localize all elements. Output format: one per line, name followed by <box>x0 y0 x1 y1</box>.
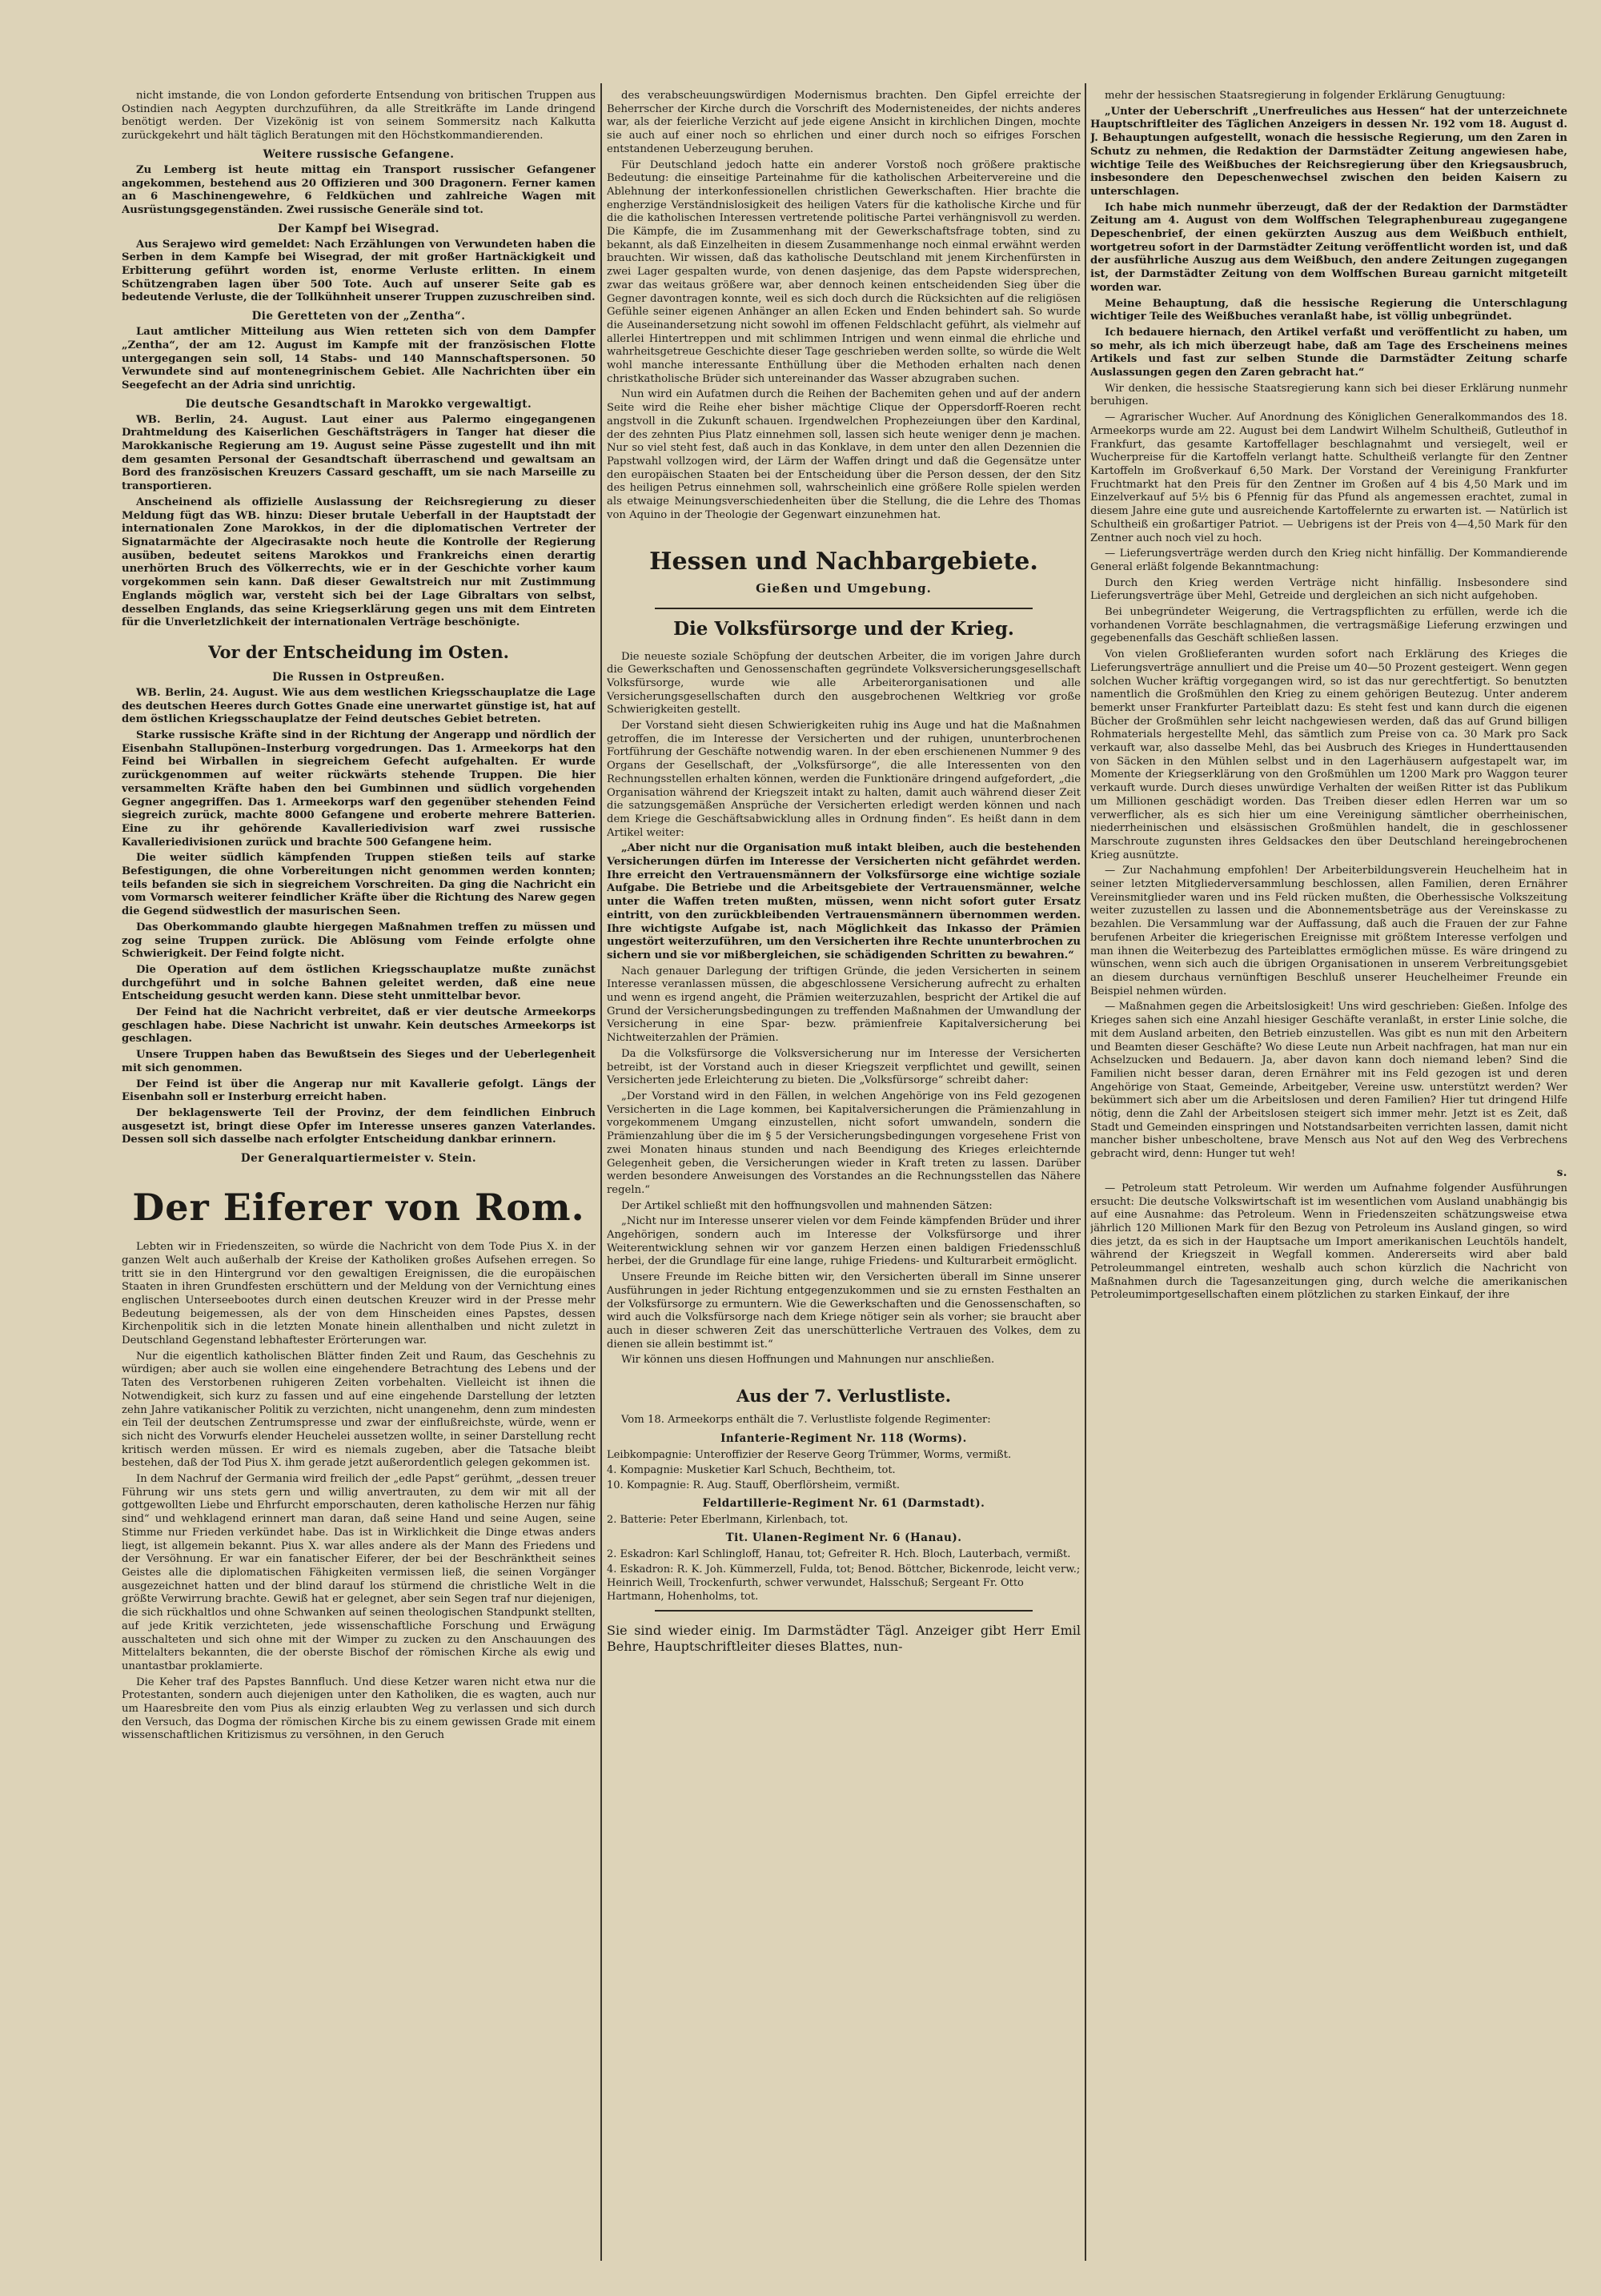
subheading: Infanterie-Regiment Nr. 118 (Worms). <box>720 1431 967 1445</box>
article-headline: Die Volksfürsorge und der Krieg. <box>673 617 1014 640</box>
paragraph: Aus Serajewo wird gemeldet: Nach Erzählungen von Verwundeten haben die Serben in dem Kampfe bei Wisegrad, der mit großer Hartnäckigkeit und Erbitterung geführt worden ist, enorme Verluste erlitten. In einem Schützengraben lagen über 500 Tote. Auch auf unserer Seite gab es bedeutende Verluste, die der Tollkühnheit unserer Truppen zuzuschreiben sind. <box>122 238 596 304</box>
paragraph: Starke russische Kräfte sind in der Richtung der Angerapp und nördlich der Eisenbahn Stallupönen–Insterburg vorgedrungen. Das 1. Armeekorps hat den Feind bei Wirballen in siegreichem Gefecht aufgehalten. Er wurde zurückgenommen auf weiter rückwärts stehende Truppen. Die hier versammelten Kräfte haben den bei Gumbinnen und südlich vorgehenden Gegner angegriffen. Das 1. Armeekorps warf den gegenüber stehenden Feind siegreich zurück, machte 8000 Gefangene und eroberte mehrere Batterien. Eine zu ihr gehörende Kavalleriedivision warf zwei russische Kavalleriedivisionen zurück und brachte 500 Gefangene heim. <box>122 729 596 849</box>
casualty-list <box>607 1547 1081 1604</box>
paragraph: Die neueste soziale Schöpfung der deutschen Arbeiter, die im vorigen Jahre durch die Gewerkschaften und Genossenschaften gegründete Volksversicherungsgesellschaft Volksfürsorge, wurde wie alle Arbeiterorganisationen und alle Versicherungsgesellschaften durch den ausgebrochenen Weltkrieg vor große Schwierigkeiten gestellt. <box>607 650 1081 716</box>
paragraph: „Der Vorstand wird in den Fällen, in welchen Angehörige von ins Feld gezogenen Versicherten in die Lage kommen, bei Kapitalversicherungen die Prämienzahlung in vorgekommenem Umgang einzustellen, nicht sofort umwandeln, sondern die Prämienzahlung über die im § 5 der Versicherungsbedingungen vorgesehene Frist von zwei Monaten hinaus stunden und nach Beendigung des Krieges erleichternde Gelegenheit geben, die Versicherungen wieder in Kraft treten zu lassen. Darüber werden besondere Anweisungen des Vorstandes an die Rechnungsstellen das Nähere regeln.“ <box>607 1090 1081 1196</box>
paragraph: Laut amtlicher Mitteilung aus Wien retteten sich von dem Dampfer „Zentha“, der am 12. August im Kampfe mit der französischen Flotte untergegangen sein soll, 14 Stabs- und 140 Mannschaftspersonen. 50 Verwundete sind auf montenegrinischem Gebiet. Alle Nachrichten über ein Seegefecht an der Adria sind unrichtig. <box>122 326 596 391</box>
paragraph: Unsere Freunde im Reiche bitten wir, den Versicherten überall im Sinne unserer Ausführungen in jeder Richtung entgegenzukommen und sie zu ernsten Festhalten an der Volksfürsorge zu ermuntern. Wie die Gewerkschaften und die Genossenschaften, so wird auch die Volksfürsorge nach dem Kriege nötiger sein als vorher; sie braucht aber auch in dieser schweren Zeit das unerschütterliche Vertrauen des Volkes, dem zu dienen sie allein bestimmt ist.“ <box>607 1271 1081 1351</box>
divider <box>655 608 1033 609</box>
paragraph: „Unter der Ueberschrift „Unerfreuliches aus Hessen“ hat der unterzeichnete Hauptschriftleiter des Täglichen Anzeigers in dessen Nr. 192 vom 18. August d. J. Behauptungen aufgestellt, wonach die hessische Regierung, um den Zaren in Schutz zu nehmen, die Redaktion der Darmstädter Zeitung angewiesen habe, wichtige Teile des Weißbuches der Reichsregierung über den Kriegsausbruch, insbesondere den Depeschenwechsel zwischen den beiden Kaisern zu unterschlagen. <box>1090 105 1567 198</box>
column-left <box>122 90 596 2261</box>
paragraph: — Petroleum statt Petroleum. Wir werden um Aufnahme folgender Ausführungen ersucht: Die deutsche Volkswirtschaft ist im wesentlichen vom Ausland unabhängig bis auf eine Ausnahme: das Petroleum. Wenn in Friedenszeiten schätzungsweise etwa jährlich 120 Millionen Mark für den Bezug von Petroleum ins Ausland gingen, so wird dies jetzt, da es sich in der Hauptsache um Import amerikanischen Leuchtöls handelt, während der Kriegszeit in Wegfall kommen. Andererseits wird aber bald Petroleummangel eintreten, weshalb auch schon kürzlich die Nachricht von Maßnahmen durch die Tagesanzeitungen ging, durch welche die amerikanischen Petroleumimportgesellschaften einem plötzlichen zu starken Einkauf, der ihre <box>1090 1182 1567 1302</box>
paragraph: Zu Lemberg ist heute mittag ein Transport russischer Gefangener angekommen, bestehend aus 20 Offizieren und 300 Dragonern. Ferner kamen an 6 Maschinengewehre, 6 Feldküchen und zahlreiche Wagen mit Ausrüstungsgegenständen. Zwei russische Generäle sind tot. <box>122 163 596 216</box>
casualty-list <box>607 1513 1081 1527</box>
paragraph: Sie sind wieder einig. Im Darmstädter Tägl. Anzeiger gibt Herr Emil Behre, Hauptschriftleiter dieses Blattes, nun- <box>607 1622 1081 1654</box>
paragraph: Die weiter südlich kämpfenden Truppen stießen teils auf starke Befestigungen, die ohne Vorbereitungen nicht genommen werden konnten; teils befanden sie sich in siegreichem Vorschreiten. Da ging die Nachricht ein vom Vormarsch weiterer feindlicher Kräfte über die Richtung des Narew gegen die Gegend südwestlich der masurischen Seen. <box>122 852 596 918</box>
paragraph: Wir können uns diesen Hoffnungen und Mahnungen nur anschließen. <box>621 1354 995 1367</box>
paragraph: „Nicht nur im Interesse unserer vielen vor dem Feinde kämpfenden Brüder und ihrer Angehörigen, sondern auch im Interesse der Volksfürsorge und ihrer Weiterentwicklung sehnen wir vor ganzem Herzen einen baldigen Friedensschluß herbei, der die Grundlage für eine lange, ruhige Friedens- und Kulturarbeit ermöglicht. <box>607 1215 1081 1268</box>
paragraph: nicht imstande, die von London geforderte Entsendung von britischen Truppen aus Ostindien nach Aegypten durchzuführen, da alle Streitkräfte im Lande dringend benötigt werden. Der Vizekönig ist von seinem Sommersitz nach Kalkutta zurückgekehrt und hält täglich Beratungen mit den Höchstkommandierenden. <box>122 90 596 142</box>
paragraph: WB. Berlin, 24. August. Wie aus dem westlichen Kriegsschauplatze die Lage des deutschen Heeres durch Gottes Gnade eine unerwartet günstige ist, hat auf dem östlichen Kriegsschauplatze der Feind deutsches Gebiet betreten. <box>122 686 596 726</box>
section-subheadline: Gießen und Umgebung. <box>756 580 932 596</box>
paragraph: Vom 18. Armeekorps enthält die 7. Verlustliste folgende Regimenter: <box>621 1414 991 1427</box>
paragraph: Ich bedauere hiernach, den Artikel verfaßt und veröffentlicht zu haben, um so mehr, als ich mich überzeugt habe, daß am Tage des Erscheinens meines Artikels und fast zur selben Stunde die Darmstädter Zeitung scharfe Auslassungen gegen den Zaren gebracht hat.“ <box>1090 326 1567 379</box>
list-item: Leibkompagnie: Unteroffizier der Reserve Georg Trümmer, Worms, vermißt. <box>607 1448 1012 1461</box>
subheading: Feldartillerie-Regiment Nr. 61 (Darmstadt). <box>702 1496 985 1510</box>
list-item: 10. Kompagnie: R. Aug. Stauff, Oberflörsheim, vermißt. <box>607 1479 901 1491</box>
paragraph: Anscheinend als offizielle Auslassung der Reichsregierung zu dieser Meldung fügt das WB. hinzu: Dieser brutale Ueberfall in der Hauptstadt der internationalen Zone Marokkos, in der die diplomatischen Vertreter der Signatarmächte der Algecirasakte noch heute die Kontrolle der Regierung ausüben, bedeutet seitens Marokkos und Frankreichs einen derartig unerhörten Bruch des Völkerrechts, wie er in der Geschichte vorher kaum vorgekommen sein kann. Daß dieser Gewaltstreich nur mit Zustimmung Englands möglich war, versteht sich bei der Lage Gibraltars von selbst, desselben Englands, das seine Kriegserklärung gegen uns mit dem Eintreten für die Unverletzlichkeit der internationalen Verträge beschönigte. <box>122 496 596 629</box>
paragraph: Ich habe mich nunmehr überzeugt, daß der der Redaktion der Darmstädter Zeitung am 4. August von dem Wolffschen Telegraphenbureau zugegangene Depeschenbrief, der einen gekürzten Auszug aus dem Weißbuch enthielt, wortgetreu sofort in der Darmstädter Zeitung veröffentlicht worden ist, und daß der ausführliche Auszug aus dem Weißbuch, den andere Zeitungen zugegangen ist, der Darmstädter Zeitung von dem Wolffschen Bureau garnicht mitgeteilt worden war. <box>1090 201 1567 294</box>
paragraph: Der Feind hat die Nachricht verbreitet, daß er vier deutsche Armeekorps geschlagen habe. Diese Nachricht ist unwahr. Kein deutsches Armeekorps ist geschlagen. <box>122 1006 596 1046</box>
list-item: 2. Eskadron: Karl Schlingloff, Hanau, tot; Gefreiter R. Hch. Bloch, Lauterbach, vermißt. <box>607 1547 1071 1560</box>
paragraph: Für Deutschland jedoch hatte ein anderer Vorstoß noch größere praktische Bedeutung: die einseitige Parteinahme für die katholischen Arbeitervereine und die Ablehnung der interkonfessionellen christlichen Gewerkschaften. Hier brachte die engherzige Verständnislosigkeit des heiligen Vaters für die katholische Kirche und für die die katholischen Interessen vertretende politische Partei verhängnisvoll zu werden. Die Kämpfe, die im Zusammenhang mit der Gewerkschaftsfrage tobten, sind zu bekannt, als daß Einzelheiten in diesem Zusammenhange noch einmal erwähnt werden brauchten. Wir wissen, daß das katholische Deutschland mit jenem Kirchenfürsten in zwei Lager gespalten wurde, von denen dasjenige, das dem Papste widersprechen, zwar das weitaus größere war, aber dennoch keinen entscheidenden Sieg über die Gegner davontragen konnte, weil es sich doch durch die Rücksichten auf die religiösen Gefühle seiner eigenen Anhänger an allen Ecken und Enden behindert sah. So wurde die Auseinandersetzung nicht sowohl im offenen Feldschlacht geführt, als vielmehr auf allerlei Hintertreppen und mit schlimmen Intrigen und wenn einmal die ehrliche und wahrheitsgetreue Geschichte dieser Tage geschrieben werden sollte, so würde die Welt wohl manche interessante Enthüllung über die Methoden erhalten nach denen christkatholische Brüder sich untereinander das Wasser abzugraben suchen. <box>607 159 1081 385</box>
divider <box>655 1610 1033 1612</box>
paragraph: Der Feind ist über die Angerap nur mit Kavallerie gefolgt. Längs der Eisenbahn soll er Insterburg erreicht haben. <box>122 1078 596 1104</box>
paragraph: Der beklagenswerte Teil der Provinz, der dem feindlichen Einbruch ausgesetzt ist, bringt diese Opfer im Interesse unseres ganzen Vaterlandes. Dessen soll sich dasselbe nach erfolgter Entscheidung dankbar erinnern. <box>122 1107 596 1146</box>
paragraph: — Lieferungsverträge werden durch den Krieg nicht hinfällig. Der Kommandierende General erläßt folgende Bekanntmachung: <box>1090 548 1567 573</box>
paragraph: Nach genauer Darlegung der triftigen Gründe, die jeden Versicherten in seinem Interesse veranlassen müssen, die abgeschlossene Versicherung aufrecht zu erhalten und wenn es irgend angeht, die Prämien weiterzuzahlen, bespricht der Artikel die auf Grund der Versicherungsbedingungen zu treffenden Maßnahmen der Umwandlung der Versicherung in eine Spar- bezw. prämienfreie Kapitalversicherung bei Nichtweiterzahlen der Prämien. <box>607 965 1081 1045</box>
paragraph: WB. Berlin, 24. August. Laut einer aus Palermo eingegangenen Drahtmeldung des Kaiserlichen Geschäftsträgers in Tanger hat dieser die Marokkanische Regierung am 19. August seine Pässe zugestellt und ihn mit dem gesamten Personal der Gesandtschaft überraschend und gewaltsam an Bord des französischen Kreuzers Cassard geschafft, um sie nach Marseille zu transportieren. <box>122 413 596 493</box>
signature: s. <box>1556 1166 1567 1179</box>
article-headline: Der Eiferer von Rom. <box>132 1186 585 1230</box>
paragraph: Der Vorstand sieht diesen Schwierigkeiten ruhig ins Auge und hat die Maßnahmen getroffen, die im Interesse der Versicherten und der ruhigen, ununterbrochenen Fortführung der Geschäfte notwendig waren. In der eben erschienenen Nummer 9 des Organs der Gesellschaft, der „Volksfürsorge“, die alle Interessenten von den Rechnungsstellen erhalten können, werden die Funktionäre dringend aufgefordert, „die Organisation während der Kriegszeit intakt zu halten, damit auch während dieser Zeit die satzungsgemäßen Ansprüche der Versicherten erledigt werden können und nach dem Kriege die Geschäftsabwicklung alles in Ordnung finden“. Es heißt dann in dem Artikel weiter: <box>607 720 1081 839</box>
subheading: Weitere russische Gefangene. <box>263 147 455 161</box>
paragraph: — Maßnahmen gegen die Arbeitslosigkeit! Uns wird geschrieben: Gießen. Infolge des Krieges sahen sich eine Anzahl hiesiger Geschäfte veranlaßt, in erster Linie solche, die mit dem Ausland arbeiten, den Betrieb einzustellen. Was gibt es nun mit den Arbeitern und Beamten dieser Geschäfte? Wo diese Leute nun Arbeit nachfragen, hat man nur ein Achselzucken und Bedauern. Ja, aber davon kann doch niemand leben? Sind die Familien nicht besser daran, deren Ernährer mit ins Feld gezogen ist und deren Angehörige von Staat, Gemeinde, Arbeitgeber, Vereine usw. unterstützt werden? Wer bekümmert sich aber um die Arbeitslosen und deren Familien? Hier tut dringend Hilfe nötig, denn die Zahl der Arbeitslosen steigert sich immer mehr. Jetzt ist es Zeit, daß Stadt und Gemeinden einspringen und Notstandsarbeiten verrichten lassen, damit nicht mancher bisher unbescholtene, brave Mensch aus Not auf den Weg des Verbrechens gebracht wird, denn: Hunger tut weh! <box>1090 1001 1567 1161</box>
paragraph: des verabscheuungswürdigen Modernismus brachten. Den Gipfel erreichte der Beherrscher der Kirche durch die Vorschrift des Modernisteneides, der nichts anderes war, als der feierliche Verzicht auf jede eigene Ansicht in kirchlichen Dingen, mochte sie auch auf einer noch so ehrlichen und einer durch noch so eifriges Forschen entstandenen Ueberzeugung beruhen. <box>607 90 1081 155</box>
subheading: Der Kampf bei Wisegrad. <box>278 222 439 235</box>
signature: Der Generalquartiermeister v. Stein. <box>240 1152 477 1166</box>
paragraph: Da die Volksfürsorge die Volksversicherung nur im Interesse der Versicherten betreibt, ist der Vorstand auch in dieser Kriegszeit verpflichtet und gewillt, seinen Versicherten jede Erleichterung zu bieten. Die „Volksfürsorge“ schreibt daher: <box>607 1047 1081 1087</box>
column-divider <box>600 83 602 2261</box>
column-middle <box>607 90 1081 2261</box>
subheading: Die deutsche Gesandtschaft in Marokko vergewaltigt. <box>185 397 532 411</box>
casualty-list <box>607 1448 1081 1492</box>
paragraph: mehr der hessischen Staatsregierung in folgender Erklärung Genugtuung: <box>1105 90 1506 102</box>
paragraph: Lebten wir in Friedenszeiten, so würde die Nachricht von dem Tode Pius X. in der ganzen Welt auch außerhalb der Kreise der Katholiken großes Aufsehen erregen. So tritt sie in den Hintergrund vor den gewaltigen Ereignissen, die die europäischen Staaten in ihren Grundfesten erschüttern und der Meldung von der Vernichtung eines englischen Unterseebootes durch einen deutschen Kreuzer wird in der Presse mehr Bedeutung beigemessen, als der von dem Hinscheiden eines Papstes, dessen Kirchenpolitik sich in die letzten Monate hinein allenthalben und nicht zuletzt in Deutschland Gegenstand lebhaftester Erörterungen war. <box>122 1241 596 1347</box>
section-headline: Hessen und Nachbargebiete. <box>649 547 1038 576</box>
paragraph: Die Keher traf des Papstes Bannfluch. Und diese Ketzer waren nicht etwa nur die Protestanten, sondern auch diejenigen unter den Katholiken, die es wagten, auch nur um Haaresbreite den vom Pius als einzig erlaubten Weg zu verlassen und sich durch den Versuch, das Dogma der römischen Kirche bis zu einem gewissen Grade mit einem wissenschaftlichen Kritizismus zu versöhnen, in den Geruch <box>122 1676 596 1742</box>
column-right <box>1090 90 1567 2261</box>
paragraph: — Zur Nachahmung empfohlen! Der Arbeiterbildungsverein Heuchelheim hat in seiner letzten Mitgliederversammlung beschlossen, allen Familien, deren Ernährer Vereinsmitglieder waren und ins Feld rücken mußten, die Oberhessische Volkszeitung weiter zuzustellen zu lassen und die Abonnementsbeträge aus der Vereinskasse zu bezahlen. Die Versammlung war der Auffassung, daß auch die Frauen der zur Fahne berufenen Arbeiter die kriegerischen Ereignisse mit größtem Interesse verfolgen und man ihnen die Weiterbezug des Parteiblattes ermöglichen müsse. Es wäre dringend zu wünschen, wenn sich auch die übrigen Organisationen in unserem Verbreitungsgebiet an diesem durchaus vernünftigen Beschluß unserer Heuchelheimer Freunde ein Beispiel nehmen würden. <box>1090 865 1567 997</box>
paragraph: Der Artikel schließt mit den hoffnungsvollen und mahnenden Sätzen: <box>621 1199 993 1212</box>
paragraph: Die Operation auf dem östlichen Kriegsschauplatze mußte zunächst durchgeführt und in solche Bahnen geleitet werden, daß eine neue Entscheidung gesucht werden kann. Diese steht unmittelbar bevor. <box>122 963 596 1003</box>
paragraph: In dem Nachruf der Germania wird freilich der „edle Papst“ gerühmt, „dessen treuer Führung wir uns stets gern und willig anvertrauten, zu dem wir mit all der gottgewollten Liebe und Ehrfurcht emporschauten, deren katholische Herzen nur fähig sind“ und wehklagend erinnert man daran, daß seine Hand und seine Augen, seine Stimme nur Frieden verkündet habe. Das ist in Wirklichkeit die Dinge etwas anders liegt, ist allgemein bekannt. Pius X. war alles andere als der Mann des Friedens und der Versöhnung. Er war ein fanatischer Eiferer, der bei der Beschränktheit seines Geistes alle die diplomatischen Fähigkeiten vermissen ließ, die seinen Vorgänger ausgezeichnet hatten und der blind darauf los stürmend die christliche Welt in die größte Verwirrung brachte. Gewiß hat er gelegnet, aber sein Segen traf nur diejenigen, die sich rückhaltlos und ohne Schwanken auf seinen theologischen Standpunkt stellten, auf jede Kritik verzichteten, jede wissenschaftliche Forschung und Erwägung ausschalteten und sich ohne mit der Wimper zu zucken zu den Anschauungen des Mittelalters bekannten, die der oberste Bischof der römischen Kirche als ewig und unantastbar proklamierte. <box>122 1473 596 1672</box>
list-item: 4. Kompagnie: Musketier Karl Schuch, Bechtheim, tot. <box>607 1463 896 1476</box>
paragraph: Nur die eigentlich katholischen Blätter finden Zeit und Raum, das Geschehnis zu würdigen; aber auch sie wollen eine eingehendere Betrachtung des Lebens und der Taten des Verstorbenen ruhigeren Zeiten vorbehalten. Vielleicht ist ihnen die Notwendigkeit, sich kurz zu fassen und auf eine eingehende Darstellung der letzten zehn Jahre vatikanischer Politik zu verzichten, nicht unangenehm, denn zum mindesten ein Teil der deutschen Zentrumspresse und zwar der einflußreichste, würde, wenn er sich nicht des Vorwurfs elender Heuchelei aussetzen wollte, in seiner Darstellung recht kritisch werden müssen. Er wird es niemals zugeben, aber die Tatsache bleibt bestehen, daß der Tod Pius X. ihm gerade jetzt außerordentlich gelegen gekommen ist. <box>122 1350 596 1470</box>
subheading: Tit. Ulanen-Regiment Nr. 6 (Hanau). <box>725 1531 962 1544</box>
column-divider <box>1085 83 1086 2261</box>
list-item: 4. Eskadron: R. K. Joh. Kümmerzell, Fulda, tot; Benod. Böttcher, Bickenrode, leicht verw.; Heinrich Weill, Trockenfurth, schwer verwundet, Halsschuß; Sergeant Fr. Otto Hartmann, Hohenholms, tot. <box>607 1563 1081 1603</box>
paragraph: „Aber nicht nur die Organisation muß intakt bleiben, auch die bestehenden Versicherungen dürfen im Interesse der Versicherten nicht gefährdet werden. Ihre erreicht den Vertrauensmännern der Volksfürsorge eine wichtige soziale Aufgabe. Die Betriebe und die Arbeitsgebiete der Vertrauensmänner, welche unter die Waffen treten mußten, müssen, wenn nicht sofort guter Ersatz eintritt, von den zurückbleibenden Vertrauensmännern übernommen werden. Ihre wichtigste Aufgabe ist, nach Möglichkeit das Inkasso der Prämien ungestört weiterzuführen, um den Versicherten ihre Rechte ununterbrochen zu sichern und sie vor mißbergleichen, sie schädigenden Schritten zu bewahren.“ <box>607 842 1081 961</box>
subheading: Die Russen in Ostpreußen. <box>272 670 445 684</box>
paragraph: Nun wird ein Aufatmen durch die Reihen der Bachemiten gehen und auf der andern Seite wird die Reihe eher bisher mächtige Clique der Oppersdorff-Roeren recht angstvoll in die Zukunft schauen. Irgendwelchen Prophezeiungen über den Kardinal, der des zehnten Pius Platz einnehmen soll, lassen sich heute weniger denn je machen. Nur so viel steht fest, daß auch in das Konklave, in dem unter den allen Dezennien die Papstwahl vollzogen wird, der Lärm der Waffen dringt und daß die Gegensätze unter den europäischen Staaten bei der Entscheidung über die Person dessen, der den Sitz des heiligen Petrus einnehmen soll, wahrscheinlich eine größere Rolle spielen werden als etwaige Meinungsverschiedenheiten über die Stellung, die die Lehre des Thomas von Aquino in der Theologie der Gegenwart einzunehmen hat. <box>607 388 1081 521</box>
paragraph: Bei unbegründeter Weigerung, die Vertragspflichten zu erfüllen, werde ich die vorhandenen Vorräte beschlagnahmen, die vertragsmäßige Lieferung erzwingen und gegebenenfalls das Geschäft schließen lassen. <box>1090 606 1567 645</box>
paragraph: Meine Behauptung, daß die hessische Regierung die Unterschlagung wichtiger Teile des Weißbuches veranlaßt habe, ist völlig unbegründet. <box>1090 297 1567 323</box>
paragraph: Durch den Krieg werden Verträge nicht hinfällig. Insbesondere sind Lieferungsverträge über Mehl, Getreide und dergleichen an sich nicht aufgehoben. <box>1090 576 1567 603</box>
subheading: Die Geretteten von der „Zentha“. <box>251 310 466 323</box>
paragraph: Von vielen Großlieferanten wurden sofort nach Erklärung des Krieges die Lieferungsverträge annulliert und die Preise um 40—50 Prozent gesteigert. Wenn gegen solchen Wucher kräftig vorgegangen wird, so ist das nur gerechtfertigt. So benutzten namentlich die Großmühlen den Krieg zu einem gehörigen Beutezug. Unter anderem bemerkt unser Frankfurter Parteiblatt dazu: Es steht fest und kann durch die eigenen Bücher der Großmühlen sehr leicht nachgewiesen werden, daß das auf Grund billigen Rohmaterials hergestellte Mehl, das sämtlich zum Preise von ca. 30 Mark pro Sack verkauft war, also dasselbe Mehl, das bei Ausbruch des Krieges in Hunderttausenden von Säcken in den Mühlen selbst und in den Lagerhäusern aufgestapelt war, im Momente der Kriegserklärung von den Großmühlen um 1200 Mark pro Waggon teurer verkauft wurde. Durch dieses unwürdige Verhalten der weißen Ritter ist das Publikum um Millionen geschädigt worden. Das Treiben dieser edlen Herren war um so verwerflicher, als es sich hier um eine Vereinigung sämtlicher oberrheinischen, niederrheinischen und elsässischen Großmühlen handelt, die in geschlossener Marschroute zugunsten ihres Geldsackes den über Deutschland hereingebrochenen Krieg ausnützte. <box>1090 648 1567 861</box>
paragraph: — Agrarischer Wucher. Auf Anordnung des Königlichen Generalkommandos des 18. Armeekorps wurde am 22. August bei dem Landwirt Wilhelm Schultheiß, Gutleuthof in Frankfurt, das gesamte Kartoffellager beschlagnahmt und versiegelt, weil er Wucherpreise für die Kartoffeln verlangt hatte. Schultheiß verlangte für den Zentner Kartoffeln im Großverkauf 6,50 Mark. Der Vorstand der Vereinigung Frankfurter Fruchtmarkt hat den Preis für den Zentner im Großen auf 4 bis 4,50 Mark und im Einzelverkauf auf 5½ bis 6 Pfennig für das Pfund als angemessen erachtet, zumal in diesem Jahre eine gute und ausreichende Kartoffelernte zu erwarten ist. — Natürlich ist Schultheiß ein großartiger Patriot. — Uebrigens ist der Preis von 4—4,50 Mark für den Zentner auch noch viel zu hoch. <box>1090 411 1567 544</box>
list-item: 2. Batterie: Peter Eberlmann, Kirlenbach, tot. <box>607 1513 849 1526</box>
paragraph: Wir denken, die hessische Staatsregierung kann sich bei dieser Erklärung nunmehr beruhigen. <box>1090 382 1567 408</box>
paragraph: Unsere Truppen haben das Bewußtsein des Sieges und der Ueberlegenheit mit sich genommen. <box>122 1049 596 1074</box>
paragraph: Das Oberkommando glaubte hiergegen Maßnahmen treffen zu müssen und zog seine Truppen zurück. Die Ablösung vom Feinde erfolgte ohne Schwierigkeit. Der Feind folgte nicht. <box>122 921 596 961</box>
article-headline: Aus der 7. Verlustliste. <box>736 1386 952 1407</box>
section-heading: Vor der Entscheidung im Osten. <box>208 641 509 662</box>
